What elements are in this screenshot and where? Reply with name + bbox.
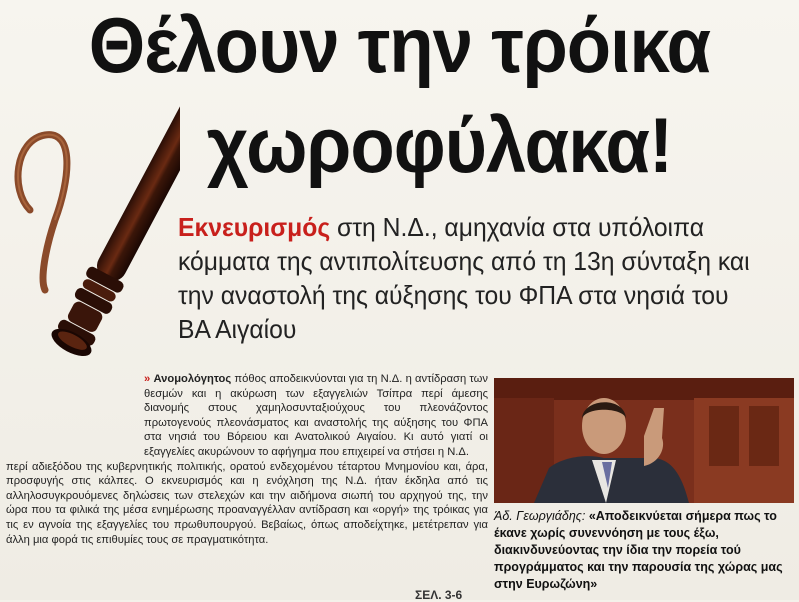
article-lead-word: Ανομολόγητος	[153, 373, 232, 385]
politician-photo	[494, 378, 794, 503]
article-paragraph-intro	[6, 372, 488, 460]
page-reference: ΣΕΛ. 3-6	[415, 588, 463, 602]
lede-keyword: Εκνευρισμός	[178, 212, 331, 242]
lede-text: στη Ν.Δ., αμηχανία στα υπόλοιπα κόμματα της αντιπολίτευσης από τη 13η σύνταξη και την αναστολή της αύξησης του ΦΠΑ στα νησιά του ΒΑ Αιγαίου	[178, 212, 750, 344]
headline-line-2: χωροφύλακα!	[206, 101, 673, 189]
article-intro-text: πόθος αποδεικνύονται για τη Ν.Δ. η αντίδραση των θεσμών και η ακύρωση των εξαγγελιών Τσίπρα περί άμεσης διανομής στους χαμηλοσυνταξιούχους του πλεονάζοντος πρωτογενούς πλεονάσματος και αναστολής της αύξησης του ΦΠΑ στα νησιά του Βόρειου και Ανατολικού Αιγαίου. Κι αυτό γιατί οι εξαγγελίες ακυρώνουν το αφήγημα που επιχειρεί να στήσει η Ν.Δ.	[144, 373, 488, 458]
article-paragraph-main: περί αδιεξόδου της κυβερνητικής πολιτικής, ορατού ενδεχομένου τέταρτου Μνημονίου και, άρα, προσφυγής στις κάλπες. Ο εκνευρισμός και η ενόχληση της Ν.Δ. ήταν έκδηλα από τις αλληλοσυγκρουόμενες δηλώσεις των στελεχών και την αιδήμονα σιωπή του αρχηγού της, την ώρα που τα φιλικά της μέσα ενημέρωσης προαναγγέλλαν αντίδραση και «οργή» της τρόικας για τις εν αγνοία της εξαγγελίες του πρωθυπουργού. Βεβαίως, όπως αποδείχτηκε, μετέτρεπαν για άλλη μια φορά τις επιθυμίες τους σε πραγματικότητα.	[6, 460, 488, 546]
caption-name: Άδ. Γεωργιάδης:	[494, 509, 586, 523]
article-body	[6, 372, 488, 547]
caption-quote: «Αποδεικνύεται σήμερα πως το έκανε χωρίς συνεννόηση με τους έξω, διακινδυνεύοντας την ίδια την πορεία τού προγράμματος και την παρουσία της χώρας μας στην Ευρωζώνη»	[494, 509, 783, 591]
headline-line-1: Θέλουν την τρόικα	[88, 1, 711, 89]
chevron-right-icon: »	[144, 373, 151, 385]
photo-caption	[494, 508, 794, 593]
lede-paragraph	[178, 210, 758, 346]
